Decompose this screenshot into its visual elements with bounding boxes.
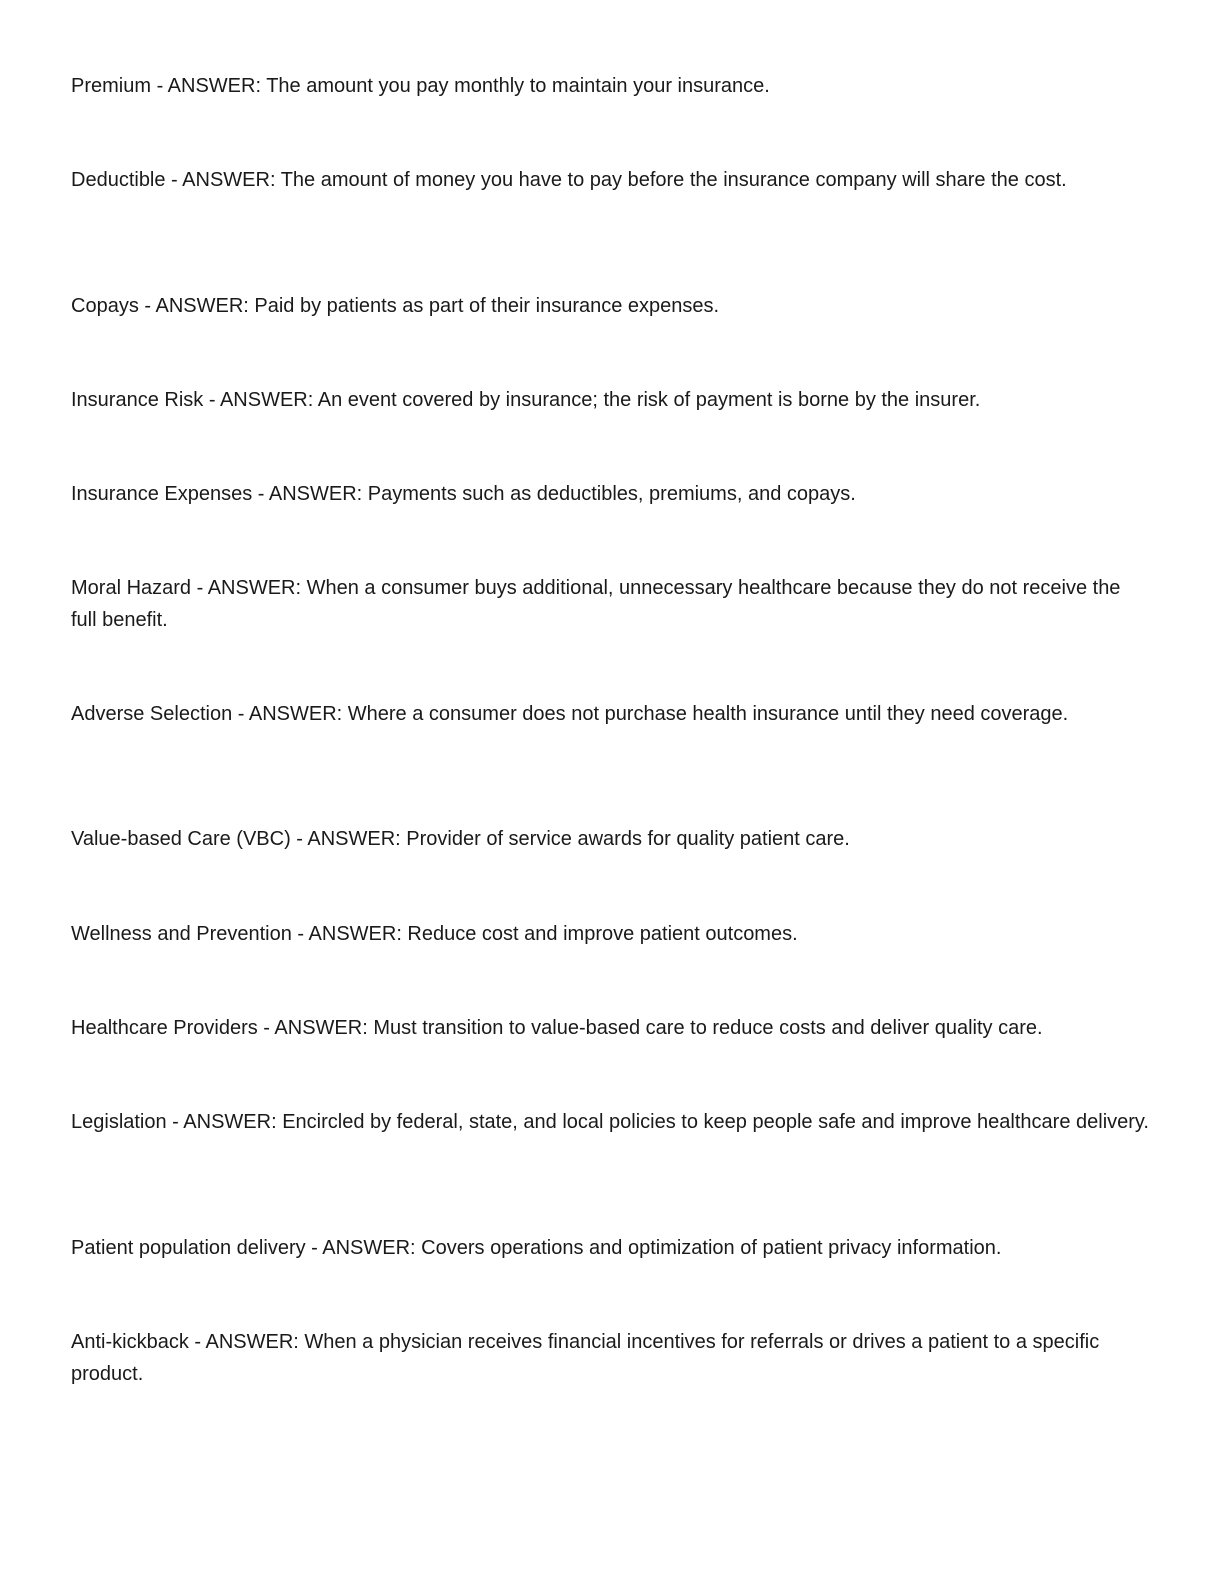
entry-deductible: Deductible - ANSWER: The amount of money you have to pay before the insurance company will share the cost. <box>71 169 1067 191</box>
entry-anti-kickback: Anti-kickback - ANSWER: When a physician receives financial incentives for referrals or drives a patient to a specific product. <box>71 1331 1100 1385</box>
entry-moral-hazard: Moral Hazard - ANSWER: When a consumer buys additional, unnecessary healthcare because they do not receive the full benefit. <box>71 577 1121 631</box>
entry-wellness-prevention: Wellness and Prevention - ANSWER: Reduce cost and improve patient outcomes. <box>71 923 798 945</box>
entry-adverse-selection: Adverse Selection - ANSWER: Where a consumer does not purchase health insurance until they need coverage. <box>71 703 1069 725</box>
entry-insurance-risk: Insurance Risk - ANSWER: An event covered by insurance; the risk of payment is borne by the insurer. <box>71 389 981 411</box>
entry-value-based-care: Value-based Care (VBC) - ANSWER: Provider of service awards for quality patient care. <box>71 828 850 850</box>
entry-healthcare-providers: Healthcare Providers - ANSWER: Must transition to value-based care to reduce costs and deliver quality care. <box>71 1017 1043 1039</box>
entry-insurance-expenses: Insurance Expenses - ANSWER: Payments such as deductibles, premiums, and copays. <box>71 483 856 505</box>
entry-copays: Copays - ANSWER: Paid by patients as part of their insurance expenses. <box>71 295 720 317</box>
entry-legislation: Legislation - ANSWER: Encircled by federal, state, and local policies to keep people safe and improve healthcare delivery. <box>71 1111 1149 1133</box>
entry-patient-population-delivery: Patient population delivery - ANSWER: Covers operations and optimization of patient privacy information. <box>71 1237 1002 1259</box>
entry-premium: Premium - ANSWER: The amount you pay monthly to maintain your insurance. <box>71 75 770 97</box>
